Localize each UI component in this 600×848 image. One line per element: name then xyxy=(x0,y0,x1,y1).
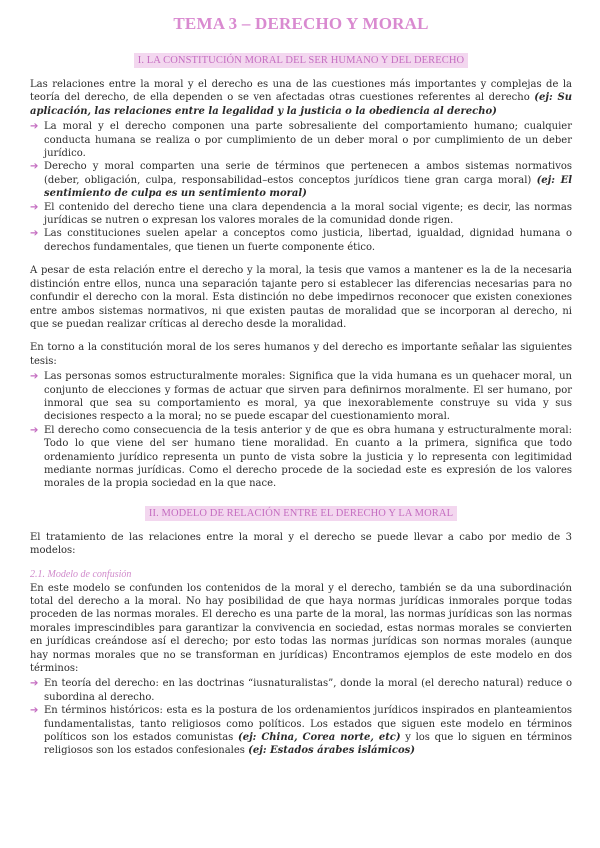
arrow-bullet-icon: ➔ xyxy=(30,371,39,383)
list-item: ➔ La moral y el derecho componen una parte sobresaliente del comportamiento humano; cualquier conducta humana se realiza o por cumplimiento de un deber moral o por cumplimiento de un deber jurídico. xyxy=(30,121,572,160)
arrow-bullet-icon: ➔ xyxy=(30,161,39,173)
section-1-bullet-list xyxy=(30,120,572,254)
section-1-intro: Las relaciones entre la moral y el derecho es una de las cuestiones más importantes y complejas de la teoría del derecho, de ella dependen o se ven afectadas otras cuestiones referentes al derecho (ej: Su aplicación, las relaciones entre la legalidad y la justicia o la obediencia al derecho) xyxy=(30,79,572,117)
list-item: ➔ El derecho como consecuencia de la tesis anterior y de que es obra humana y estructuralmente moral: Todo lo que viene del ser humano tiene moralidad. En cuanto a la primera, significa que todo ordenamiento jurídico representa un punto de vista sobre la justicia y lo representa con legitimidad mediante normas jurídicas. Como el derecho procede de la sociedad este es expresión de los valores morales de la propia sociedad en la que nace. xyxy=(30,424,572,490)
section-2-intro: El tratamiento de las relaciones entre la moral y el derecho se puede llevar a cabo por medio de 3 modelos: xyxy=(30,531,572,557)
arrow-bullet-icon: ➔ xyxy=(30,121,39,133)
bullet-example: (ej: China, Corea norte, etc) xyxy=(237,732,401,744)
arrow-bullet-icon: ➔ xyxy=(30,201,39,213)
section-1-paragraph-2: A pesar de esta relación entre el derecho y la moral, la tesis que vamos a mantener es la de la necesaria distinción entre ellos, nunca una separación tajante pero si establecer las diferencias necesarias para no confundir el derecho con la moral. Esta distinción no debe impedirnos reconocer que existen conexiones entre ambos sistemas normativos, ni que existen pautas de moralidad que se incorporan al derecho, ni que se puedan realizar críticas al derecho desde la moralidad. xyxy=(30,265,572,330)
section-1-paragraph-3: En torno a la constitución moral de los seres humanos y del derecho es importante señalar las siguientes tesis: xyxy=(30,342,572,367)
bullet-example: (ej: El sentimiento de culpa es un sentimiento moral) xyxy=(44,174,572,200)
list-item: ➔ Derecho y moral comparten una serie de términos que pertenecen a ambos sistemas normativos (deber, obligación, culpa, responsabilidad–estos conceptos jurídicos tiene gran carga moral) (ej: El sentimiento de culpa es un sentimiento moral) xyxy=(30,161,572,200)
list-item: ➔ El contenido del derecho tiene una clara dependencia a la moral social vigente; es decir, las normas jurídicas se nutren o expresan los valores morales de la comunidad donde rigen. xyxy=(30,201,572,227)
subsection-2-1-bullet-list xyxy=(30,677,572,757)
list-item: ➔ Las personas somos estructuralmente morales: Significa que la vida humana es un quehacer moral, un conjunto de elecciones y formas de actuar que sirven para definirnos moralmente. El ser humano, por inmoral que sea su comportamiento es moral, ya que inexorablemente construye su vida y sus decisiones respecto a la moral; no se puede escapar del cuestionamiento moral. xyxy=(30,371,572,423)
arrow-bullet-icon: ➔ xyxy=(30,705,39,717)
section-1-heading-text: I. LA CONSTITUCIÓN MORAL DEL SER HUMANO Y DEL DERECHO xyxy=(134,53,469,68)
section-1-heading xyxy=(30,48,572,68)
bullet-example: (ej: Estados árabes islámicos) xyxy=(248,745,416,757)
intro-example: (ej: Su aplicación, las relaciones entre la legalidad y la justicia o la obediencia al derecho) xyxy=(30,92,572,117)
list-item: ➔ En teoría del derecho: en las doctrinas “iusnaturalistas”, donde la moral (el derecho natural) reduce o subordina al derecho. xyxy=(30,678,572,703)
subsection-2-1-text: En este modelo se confunden los contenidos de la moral y el derecho, también se da una subordinación total del derecho a la moral. No hay posibilidad de que haya normas jurídicas inmorales porque todas proceden de las normas morales. El derecho es una parte de la moral, las normas jurídicas son las normas morales imprescindibles para garantizar la convivencia en sociedad, estas normas morales se convierten en jurídicas creándose así el derecho; por esto todas las normas jurídicas son normas morales (aunque hay normas morales que no se transforman en jurídicas) Encontramos ejemplos de este modelo en dos términos: xyxy=(30,582,572,675)
arrow-bullet-icon: ➔ xyxy=(30,678,39,690)
section-2-heading-text: II. MODELO DE RELACIÓN ENTRE EL DERECHO Y LA MORAL xyxy=(145,506,457,521)
tesis-list xyxy=(30,370,572,491)
arrow-bullet-icon: ➔ xyxy=(30,228,39,240)
list-item: ➔ Las constituciones suelen apelar a conceptos como justicia, libertad, igualdad, dignidad humana o derechos fundamentales, que tienen un fuerte componente ético. xyxy=(30,228,572,253)
subsection-2-1-heading: 2.1. Modelo de confusión xyxy=(30,568,132,580)
section-2-heading xyxy=(30,501,572,521)
arrow-bullet-icon: ➔ xyxy=(30,424,39,436)
list-item: ➔ En términos históricos: esta es la postura de los ordenamientos jurídicos inspirados en planteamientos fundamentalistas, tanto religiosos como políticos. Los estados que siguen este modelo en términos políticos son los estados comunistas (ej: China, Corea norte, etc) y los que lo siguen en términos religiosos son los estados confesionales (ej: Estados árabes islámicos) xyxy=(30,705,573,757)
page-title: TEMA 3 – DERECHO Y MORAL xyxy=(173,14,429,33)
